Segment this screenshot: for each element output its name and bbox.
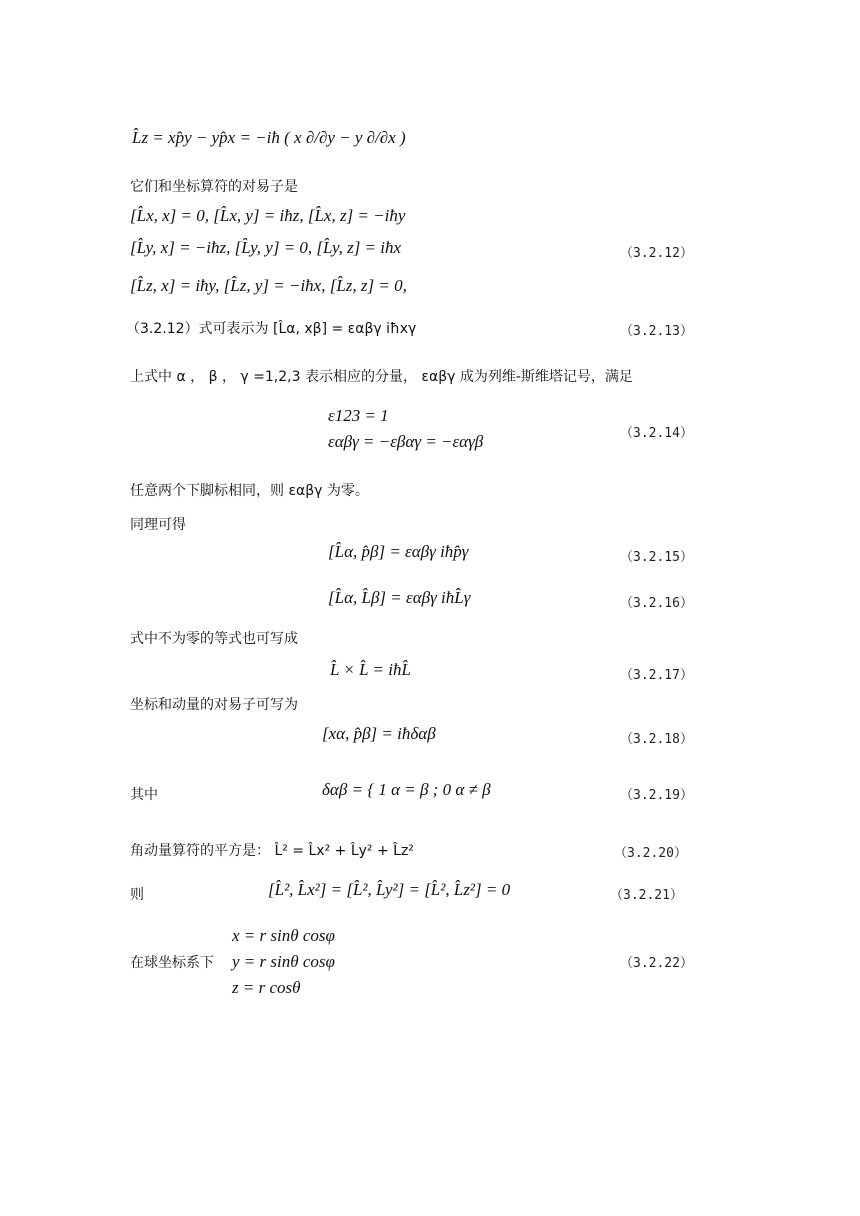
equation-number: （3.2.21） xyxy=(610,888,683,903)
equation-number: （3.2.14） xyxy=(620,426,693,441)
equation-number: （3.2.15） xyxy=(620,550,693,565)
formula-ly-commutators: [L̂y, x] = −iħz, [L̂y, y] = 0, [L̂y, z] = iħx xyxy=(130,238,402,257)
text-then: 则 xyxy=(130,887,144,903)
formula-l-cross-l: L̂ × L̂ = iħL̂ xyxy=(330,660,411,679)
equation-number: （3.2.22） xyxy=(620,956,693,971)
formula-x-p-commutator: [xα, p̂β] = iħδαβ xyxy=(322,724,436,743)
equation-number: （3.2.20） xyxy=(614,846,687,861)
text-spherical-coordinates: 在球坐标系下 xyxy=(130,955,214,971)
formula-l-p-commutator: [L̂α, p̂β] = εαβγ iħp̂γ xyxy=(328,542,469,561)
equation-number: （3.2.17） xyxy=(620,668,693,683)
text-similarly: 同理可得 xyxy=(130,517,186,533)
text-compact-form: （3.2.12）式可表示为 [L̂α, xβ] = εαβγ iħxγ xyxy=(126,321,417,337)
formula-epsilon-123: ε123 = 1 xyxy=(328,406,389,425)
text-nonzero-equations: 式中不为零的等式也可写成 xyxy=(130,631,298,647)
text-l-squared: 角动量算符的平方是： L̂² = L̂x² + L̂y² + L̂z² xyxy=(130,843,414,859)
text-zero-condition: 任意两个下脚标相同，则 εαβγ 为零。 xyxy=(130,483,369,499)
formula-y-spherical: y = r sinθ cosφ xyxy=(232,952,335,971)
text-where: 其中 xyxy=(130,787,158,803)
formula-lz: L̂z = xp̂y − yp̂x = −iħ ( x ∂/∂y − y ∂/∂x ) xyxy=(132,128,406,147)
formula-kronecker-delta: δαβ = { 1 α = β ; 0 α ≠ β xyxy=(322,780,491,799)
formula-lx-commutators: [L̂x, x] = 0, [L̂x, y] = iħz, [L̂x, z] = −iħy xyxy=(130,206,406,225)
formula-epsilon-antisym: εαβγ = −εβαγ = −εαγβ xyxy=(328,432,484,451)
equation-number: （3.2.13） xyxy=(620,324,693,339)
formula-l-l-commutator: [L̂α, L̂β] = εαβγ iħL̂γ xyxy=(328,588,471,607)
text-commutator-intro: 它们和坐标算符的对易子是 xyxy=(130,179,298,195)
equation-number: （3.2.19） xyxy=(620,788,693,803)
formula-l-squared-commutators: [L̂², L̂x²] = [L̂², L̂y²] = [L̂², L̂z²] = 0 xyxy=(268,880,511,899)
formula-lz-commutators: [L̂z, x] = iħy, [L̂z, y] = −iħx, [L̂z, z] = 0, xyxy=(130,276,407,295)
text-levi-civita: 上式中 α ， β ， γ =1,2,3 表示相应的分量， εαβγ 成为列维-斯维塔记号，满足 xyxy=(130,369,633,385)
equation-number: （3.2.18） xyxy=(620,732,693,747)
formula-z-spherical: z = r cosθ xyxy=(232,978,301,997)
equation-number: （3.2.12） xyxy=(620,246,693,261)
equation-number: （3.2.16） xyxy=(620,596,693,611)
text-coordinate-momentum: 坐标和动量的对易子可写为 xyxy=(130,697,298,713)
formula-x-spherical: x = r sinθ cosφ xyxy=(232,926,335,945)
